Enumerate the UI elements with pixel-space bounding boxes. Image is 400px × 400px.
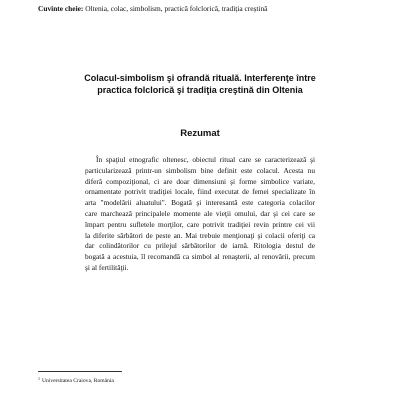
keywords-label: Cuvinte cheie: <box>38 4 84 13</box>
abstract-line: diferă compoziţional, ci are doar dimensiuni şi forme simbolice variate, <box>85 176 315 186</box>
abstract-line: dar colindătorilor cu prilejul sărbătorilor de iarnă. Ritologia destul de <box>85 241 315 251</box>
paper-title-line-2: practica folclorică şi tradiţia creştină din Oltenia <box>97 84 303 95</box>
keywords-text: Oltenia, colac, simbolism, practică folclorică, tradiția creștină <box>85 4 268 13</box>
abstract-line: împart pentru sufletele morţilor, care potrivit tradiţiei revin printre cei vii <box>85 219 315 229</box>
abstract-line: arta "modelării aluatului". Bogată şi interesantă este categoria colacilor <box>85 198 315 208</box>
paper-title <box>40 73 360 96</box>
abstract-line: bogată a acestuia, îl recomandă ca simbol al renaşterii, al renovării, precum <box>85 252 315 262</box>
abstract-line: particularizează printr-un simbolism bine definit este colacul. Acesta nu <box>85 165 315 175</box>
abstract-line: În spaţiul etnografic oltenesc, obiectul ritual care se caracterizează şi <box>96 155 315 164</box>
abstract-heading: Rezumat <box>180 128 220 139</box>
abstract-line: ornamentate potrivit tradiţiei locale, fiind executat de femei specializate în <box>85 187 315 197</box>
keywords-line <box>38 4 378 13</box>
footnote-text: Universitatea Craiova, România <box>42 378 114 384</box>
abstract-body <box>85 155 315 274</box>
footnote <box>38 375 114 385</box>
abstract-line: care marchează principalele momente ale vieţii omului, dar şi cei care se <box>85 208 315 218</box>
abstract-line: la diferite sărbători de peste an. Mai trebuie menţionaţi şi colacii oferiţi ca <box>85 230 315 240</box>
paper-title-line-1: Colacul-simbolism şi ofrandă rituală. Interferenţe între <box>84 73 316 83</box>
footnote-marker: 1 <box>38 376 40 381</box>
abstract-line: şi al fertilităţii. <box>85 262 129 272</box>
footnote-separator <box>38 371 122 372</box>
